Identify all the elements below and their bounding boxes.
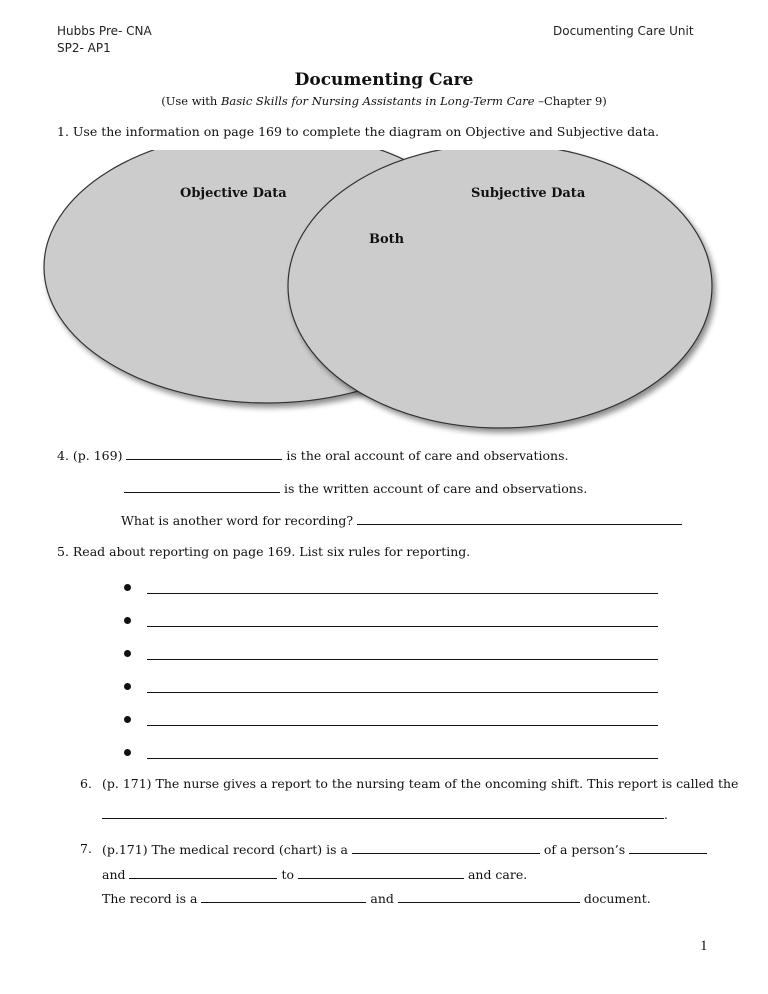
- venn-right-label: Subjective Data: [471, 186, 586, 201]
- q4-blank-written[interactable]: [124, 480, 280, 493]
- q7-blank-5[interactable]: [201, 890, 366, 903]
- question-6-number: 6.: [80, 776, 92, 791]
- q7-l3a: The record is a: [102, 891, 202, 906]
- answer-line[interactable]: [147, 659, 658, 660]
- subtitle-prefix: (Use with: [161, 94, 221, 108]
- bullet-icon: [124, 683, 131, 690]
- header-section: SP2- AP1: [57, 41, 111, 55]
- q7-l2a: and: [102, 867, 130, 882]
- question-4-line2: [124, 480, 587, 496]
- q7-l1b: of a person’s: [539, 842, 630, 857]
- q7-l3b: and: [366, 891, 398, 906]
- q7-blank-1[interactable]: [352, 841, 540, 854]
- question-4-line3: [121, 512, 682, 528]
- bullet-icon: [124, 749, 131, 756]
- q7-l2c: and care.: [463, 867, 528, 882]
- q7-l2b: to: [277, 867, 298, 882]
- question-6-answer: [102, 806, 668, 822]
- question-7-line2: [102, 866, 527, 882]
- bullet-icon: [124, 716, 131, 723]
- q4-blank-oral[interactable]: [126, 447, 282, 460]
- q7-l1a: (p.171) The medical record (chart) is a: [102, 842, 352, 857]
- question-5: 5. Read about reporting on page 169. List six rules for reporting.: [57, 544, 471, 559]
- venn-diagram: [40, 150, 730, 440]
- subtitle-suffix: –Chapter 9): [534, 94, 607, 108]
- q7-blank-4[interactable]: [298, 866, 464, 879]
- bullet-icon: [124, 650, 131, 657]
- venn-left-label: Objective Data: [180, 186, 287, 201]
- question-7-line1: [102, 841, 707, 857]
- q4-oral-text: is the oral account of care and observations.: [282, 448, 569, 463]
- q7-blank-6[interactable]: [398, 890, 580, 903]
- question-7-line3: [102, 890, 651, 906]
- q4-blank-recording[interactable]: [357, 512, 682, 525]
- q7-blank-3[interactable]: [129, 866, 277, 879]
- page-title: Documenting Care: [294, 70, 474, 90]
- page-subtitle: [0, 94, 768, 108]
- answer-line[interactable]: [147, 725, 658, 726]
- page-number: 1: [700, 938, 708, 954]
- q6-end: .: [664, 807, 668, 822]
- q4-written-text: is the written account of care and observations.: [280, 481, 588, 496]
- q4-recording-text: What is another word for recording?: [121, 513, 358, 528]
- answer-line[interactable]: [147, 626, 658, 627]
- q4-prefix: 4. (p. 169): [57, 448, 127, 463]
- subtitle-book: Basic Skills for Nursing Assistants in Long-Term Care: [220, 94, 535, 108]
- venn-overlap-label: Both: [369, 232, 405, 247]
- q6-blank-report[interactable]: [102, 806, 664, 819]
- question-7-number: 7.: [80, 841, 92, 856]
- answer-line[interactable]: [147, 758, 658, 759]
- question-4-line1: [57, 447, 568, 463]
- header-unit: Documenting Care Unit: [553, 24, 694, 38]
- q7-l3c: document.: [579, 891, 651, 906]
- answer-line[interactable]: [147, 692, 658, 693]
- header-course: Hubbs Pre- CNA: [57, 24, 152, 38]
- bullet-icon: [124, 584, 131, 591]
- question-6-text: (p. 171) The nurse gives a report to the nursing team of the oncoming shift. This report is called the: [102, 776, 739, 791]
- q7-blank-2[interactable]: [629, 841, 707, 854]
- answer-line[interactable]: [147, 593, 658, 594]
- question-1: 1. Use the information on page 169 to complete the diagram on Objective and Subjective data.: [57, 124, 660, 139]
- bullet-icon: [124, 617, 131, 624]
